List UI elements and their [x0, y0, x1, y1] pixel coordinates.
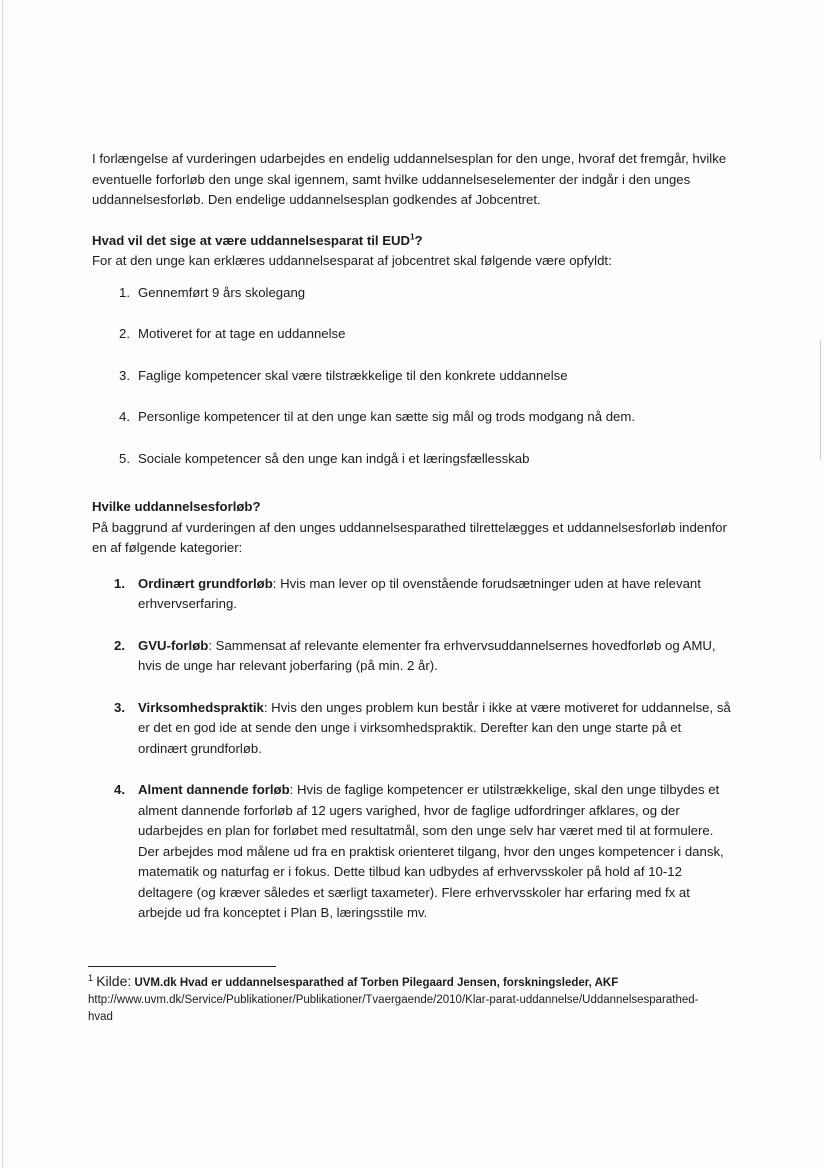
list-item [92, 366, 732, 387]
list-item-text: Faglige kompetencer skal være tilstrækkelige til den konkrete uddannelse [138, 367, 568, 383]
scan-edge-left [2, 0, 3, 1168]
footnote [88, 973, 708, 1026]
list-item [92, 449, 732, 470]
document-body [92, 149, 732, 945]
list-number: 5. [119, 450, 130, 466]
list-number: 4. [114, 782, 125, 797]
list-item [92, 574, 732, 615]
footnote-mark: 1 [88, 973, 94, 984]
path-description: : Hvis man lever op til ovenstående forudsætninger uden at have relevant erhvervserfaring. [138, 575, 701, 611]
footnote-reference[interactable]: 1 [410, 232, 415, 242]
list-number: 2. [114, 637, 125, 653]
path-description: : Hvis de faglige kompetencer er utilstrækkelige, skal den unge tilbydes et alment dannende forforløb af 12 ugers varighed, hvor de faglige udfordringer afklares, og der udarbejdes en plan for forløbet med resultatmål, som den unge selv har været med til at formulere. Der arbejdes mod målene ud fra en praktisk orienteret tilgang, hvor den unges kompetencer i dansk, matematik og naturfag er i fokus. Dette tilbud kan udbydes af erhvervsskoler på hold af 10-12 deltagere (og kræver således et særligt taxameter). Flere erhvervsskoler har erfaring med fx at arbejde ud fra konceptet i Plan B, læringsstile mv. [138, 782, 724, 920]
list-item-text: Sociale kompetencer så den unge kan indgå i et læringsfællesskab [138, 450, 530, 466]
list-item [92, 283, 732, 304]
list-number: 3. [114, 699, 125, 715]
list-item [92, 324, 732, 345]
intro-paragraph: I forlængelse af vurderingen udarbejdes en endelig uddannelsesplan for den unge, hvoraf det fremgår, hvilke eventuelle forforløb den unge skal igennem, samt hvilke uddannelseselementer der indgår i den unges uddannelsesforløb. Den endelige uddannelsesplan godkendes af Jobcentret. [92, 151, 727, 207]
footnote-separator [88, 966, 276, 967]
list-number: 1. [119, 284, 130, 300]
list-item [92, 698, 732, 760]
path-term: Virksomhedspraktik [138, 699, 264, 715]
list-number: 1. [114, 575, 125, 591]
section-paths [92, 497, 732, 924]
footnote-source: UVM.dk Hvad er uddannelsesparathed af Torben Pilegaard Jensen, forskningsleder, AKF [134, 977, 619, 989]
path-term: GVU-forløb [138, 637, 209, 653]
scan-edge-right [820, 340, 821, 460]
section-heading-eud-suffix: ? [414, 232, 423, 248]
path-description: : Hvis den unges problem kun består i ikke at være motiveret for uddannelse, så er det en god ide at sende den unge i virksomhedspraktik. Derefter kan den unge starte på et ordinært grundforløb. [138, 699, 731, 756]
section-heading-paths: Hvilke uddannelsesforløb? [92, 499, 261, 514]
list-number: 3. [119, 367, 130, 383]
section-heading-eud-text: Hvad vil det sige at være uddannelsesparat til EUD [92, 232, 411, 248]
path-term: Ordinært grundforløb [138, 575, 273, 591]
footnote-label: Kilde: [96, 973, 132, 989]
path-term: Alment dannende forløb [138, 782, 290, 797]
path-description: : Sammensat af relevante elementer fra erhvervsuddannelsernes hovedforløb og AMU, hvis de unge har relevant joberfaring (på min. 2 år). [138, 637, 716, 673]
list-item-text: Personlige kompetencer til at den unge kan sætte sig mål og trods modgang nå dem. [138, 409, 636, 424]
section-lead-eud: For at den unge kan erklæres uddannelsesparat af jobcentret skal følgende være opfyldt: [92, 253, 612, 268]
list-item-text: Gennemført 9 års skolegang [138, 284, 306, 300]
section-heading-eud [92, 231, 732, 252]
list-number: 2. [119, 326, 130, 341]
list-item [92, 780, 732, 924]
list-number: 4. [119, 409, 130, 424]
section-lead-paths: På baggrund af vurderingen af den unges uddannelsesparathed tilrettelægges et uddannelsesforløb indenfor en af følgende kategorier: [92, 519, 727, 555]
list-item [92, 407, 732, 428]
list-item [92, 636, 732, 677]
paths-list [92, 574, 732, 924]
criteria-list [92, 283, 732, 470]
list-item-text: Motiveret for at tage en uddannelse [138, 326, 346, 341]
footnote-url[interactable]: http://www.uvm.dk/Service/Publikationer/Publikationer/Tvaergaende/2010/Klar-parat-uddannelse/Uddannelsesparathed-hvad [88, 994, 699, 1023]
